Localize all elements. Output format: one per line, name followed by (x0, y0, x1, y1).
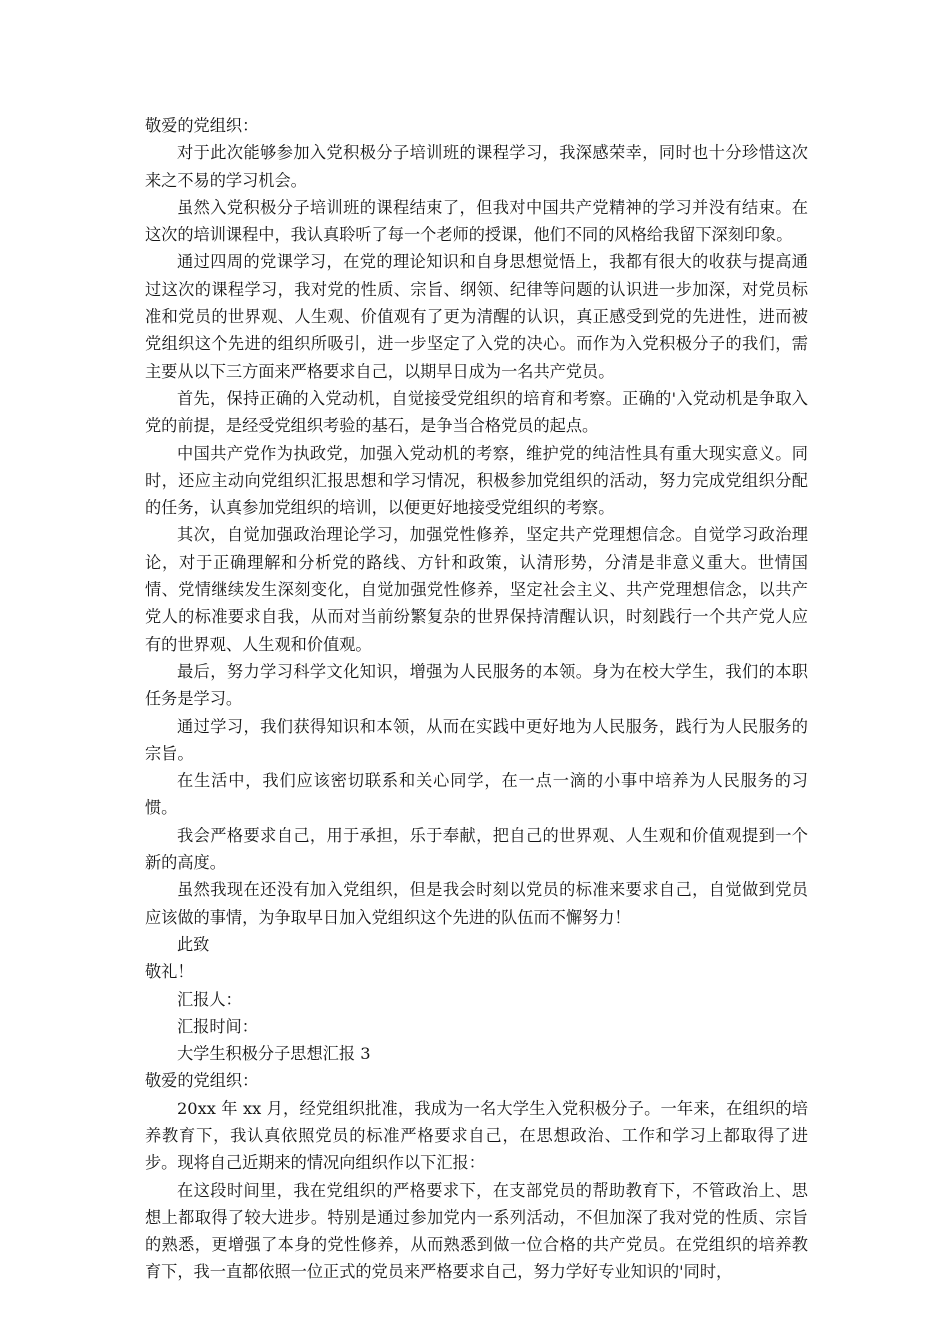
paragraph: 通过四周的党课学习，在党的理论知识和自身思想觉悟上，我都有很大的收获与提高通过这次的课程学习，我对党的性质、宗旨、纲领、纪律等问题的认识进一步加深，对党员标准和党员的世界观、人生观、价值观有了更为清醒的认识，真正感受到党的先进性，进而被党组织这个先进的组织所吸引，进一步坚定了入党的决心。而作为入党积极分子的我们，需主要从以下三方面来严格要求自己，以期早日成为一名共产党员。 (145, 252, 808, 381)
report-time-line: 汇报时间： (177, 1016, 258, 1036)
paragraph: 虽然我现在还没有加入党组织，但是我会时刻以党员的标准来要求自己，自觉做到党员应该做的事情，为争取早日加入党组织这个先进的队伍而不懈努力！ (145, 880, 808, 927)
paragraph: 在这段时间里，我在党组织的严格要求下，在支部党员的帮助教育下，不管政治上、思想上都取得了较大进步。特别是通过参加党内一系列活动，不但加深了我对党的性质、宗旨的熟悉，更增强了本身的党性修养，从而熟悉到做一位合格的共产党员。在党组织的培养教育下，我一直都依照一位正式的党员来严格要求自己，努力学好专业知识的'同时， (145, 1180, 808, 1282)
paragraph: 我会严格要求自己，用于承担，乐于奉献，把自己的世界观、人生观和价值观提到一个新的高度。 (145, 825, 808, 873)
paragraph: 20xx 年 xx 月，经党组织批准，我成为一名大学生入党积极分子。一年来，在组织的培养教育下，我认真依照党员的标准严格要求自己，在思想政治、工作和学习上都取得了进步。现将自己近期来的情况向组织作以下汇报： (145, 1098, 808, 1173)
paragraph: 虽然入党积极分子培训班的课程结束了，但我对中国共产党精神的学习并没有结束。在这次的培训课程中，我认真聆听了每一个老师的授课，他们不同的风格给我留下深刻印象。 (145, 197, 808, 245)
paragraph: 通过学习，我们获得知识和本领，从而在实践中更好地为人民服务，践行为人民服务的宗旨。 (145, 716, 808, 763)
paragraph: 其次，自觉加强政治理论学习，加强党性修养，坚定共产党理想信念。自觉学习政治理论，对于正确理解和分析党的路线、方针和政策，认清形势，分清是非意义重大。世情国情、党情继续发生深刻变化，自觉加强党性修养，坚定社会主义、共产党理想信念，以共产党人的标准要求自我，从而对当前纷繁复杂的世界保持清醒认识，时刻践行一个共产党人应有的世界观、人生观和价值观。 (145, 525, 808, 654)
paragraph: 中国共产党作为执政党，加强入党动机的考察，维护党的纯洁性具有重大现实意义。同时，还应主动向党组织汇报思想和学习情况，积极参加党组织的活动，努力完成党组织分配的任务，认真参加党组织的培训，以便更好地接受党组织的考察。 (145, 443, 808, 518)
document-body (145, 112, 808, 1286)
salutation: 敬爱的党组织： (145, 116, 259, 135)
reporter-line: 汇报人： (177, 989, 242, 1009)
paragraph: 最后，努力学习科学文化知识，增强为人民服务的本领。身为在校大学生，我们的本职任务是学习。 (145, 661, 808, 709)
closing-salute: 敬礼！ (145, 962, 194, 982)
paragraph: 首先，保持正确的入党动机，自觉接受党组织的培育和考察。正确的'入党动机是争取入党的前提，是经受党组织考验的基石，是争当合格党员的起点。 (145, 388, 808, 436)
closing-line: 此致 (177, 934, 210, 954)
section-title: 大学生积极分子思想汇报 3 (177, 1044, 371, 1064)
paragraph: 对于此次能够参加入党积极分子培训班的课程学习，我深感荣幸，同时也十分珍惜这次来之不易的学习机会。 (145, 143, 808, 190)
salutation: 敬爱的党组织： (145, 1071, 259, 1091)
paragraph: 在生活中，我们应该密切联系和关心同学，在一点一滴的小事中培养为人民服务的习惯。 (145, 771, 808, 818)
